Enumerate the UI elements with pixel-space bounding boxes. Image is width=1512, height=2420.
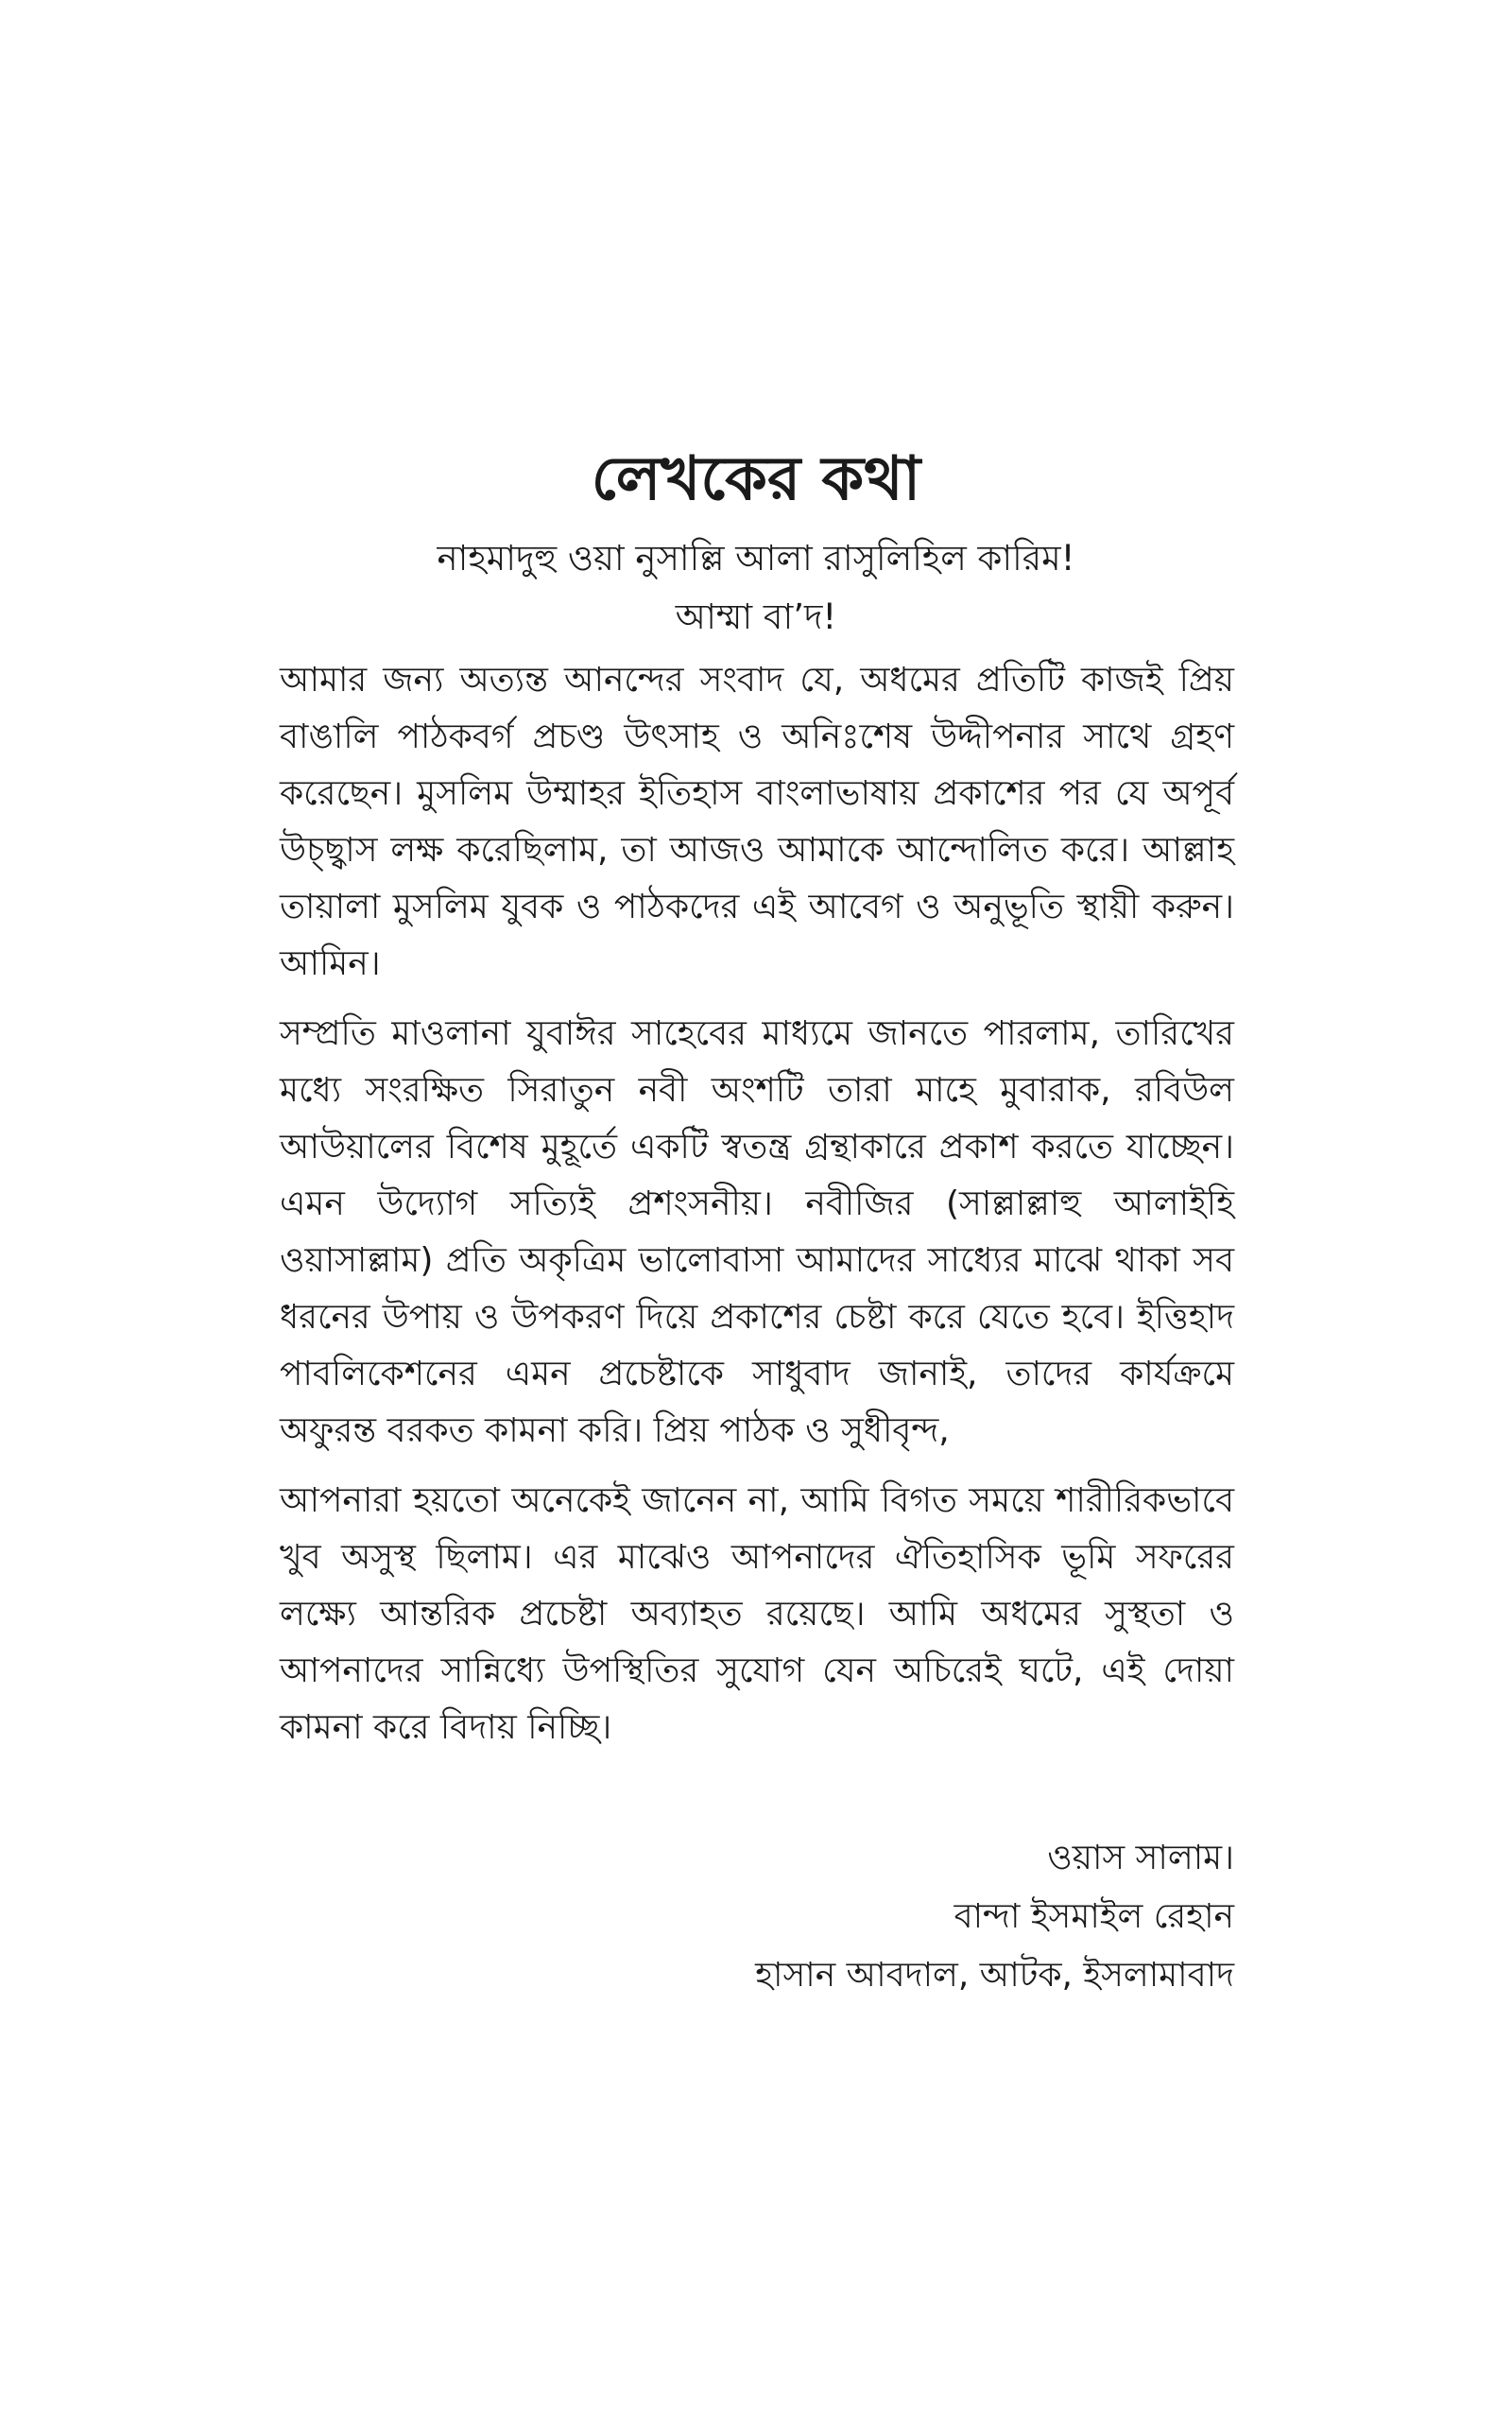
author-name: বান্দা ইসমাইল রেহান [954,1897,1234,1936]
salutation-line-1: নাহমাদুহু ওয়া নুসাল্লি আলা রাসুলিহিল কারিম! [437,538,1075,579]
body-text [280,652,1234,1770]
paragraph-1: আমার জন্য অত্যন্ত আনন্দের সংবাদ যে, অধমের প্রতিটি কাজই প্রিয় বাঙালি পাঠকবর্গ প্রচণ্ড উৎসাহ ও অনিঃশেষ উদ্দীপনার সাথে গ্রহণ করেছেন। মুসলিম উম্মাহর ইতিহাস বাংলাভাষায় প্রকাশের পর যে অপূর্ব উচ্ছ্বাস লক্ষ করেছিলাম, তা আজও আমাকে আন্দোলিত করে। আল্লাহ তায়ালা মুসলিম যুবক ও পাঠকদের এই আবেগ ও অনুভূতি স্থায়ী করুন। আমিন। [280,661,1234,983]
signature-block [755,1829,1234,2005]
author-location: হাসান আবদাল, আটক, ইসলামাবাদ [755,1956,1234,1995]
paragraph-2: সম্প্রতি মাওলানা যুবাঈর সাহেবের মাধ্যমে জানতে পারলাম, তারিখের মধ্যে সংরক্ষিত সিরাতুন নবী অংশটি তারা মাহে মুবারাক, রবিউল আউয়ালের বিশেষ মুহূর্তে একটি স্বতন্ত্র গ্রন্থাকারে প্রকাশ করতে যাচ্ছেন। এমন উদ্যোগ সত্যিই প্রশংসনীয়। নবীজির (সাল্লাল্লাহু আলাইহি ওয়াসাল্লাম) প্রতি অকৃত্রিম ভালোবাসা আমাদের সাধ্যের মাঝে থাকা সব ধরনের উপায় ও উপকরণ দিয়ে প্রকাশের চেষ্টা করে যেতে হবে। ইত্তিহাদ পাবলিকেশনের এমন প্রচেষ্টাকে সাধুবাদ জানাই, তাদের কার্যক্রমে অফুরন্ত বরকত কামনা করি। প্রিয় পাঠক ও সুধীবৃন্দ, [280,1014,1234,1450]
salutation-line-2: আম্মা বা’দ! [675,596,837,637]
page-title: লেখকের কথা [591,444,921,514]
paragraph-3: আপনারা হয়তো অনেকেই জানেন না, আমি বিগত সময়ে শারীরিকভাবে খুব অসুস্থ ছিলাম। এর মাঝেও আপনাদের ঐতিহাসিক ভূমি সফরের লক্ষ্যে আন্তরিক প্রচেষ্টা অব্যাহত রয়েছে। আমি অধমের সুস্থতা ও আপনাদের সান্নিধ্যে উপস্থিতির সুযোগ যেন অচিরেই ঘটে, এই দোয়া কামনা করে বিদায় নিচ্ছি। [280,1481,1234,1747]
closing-greeting: ওয়াস সালাম। [1047,1839,1234,1877]
